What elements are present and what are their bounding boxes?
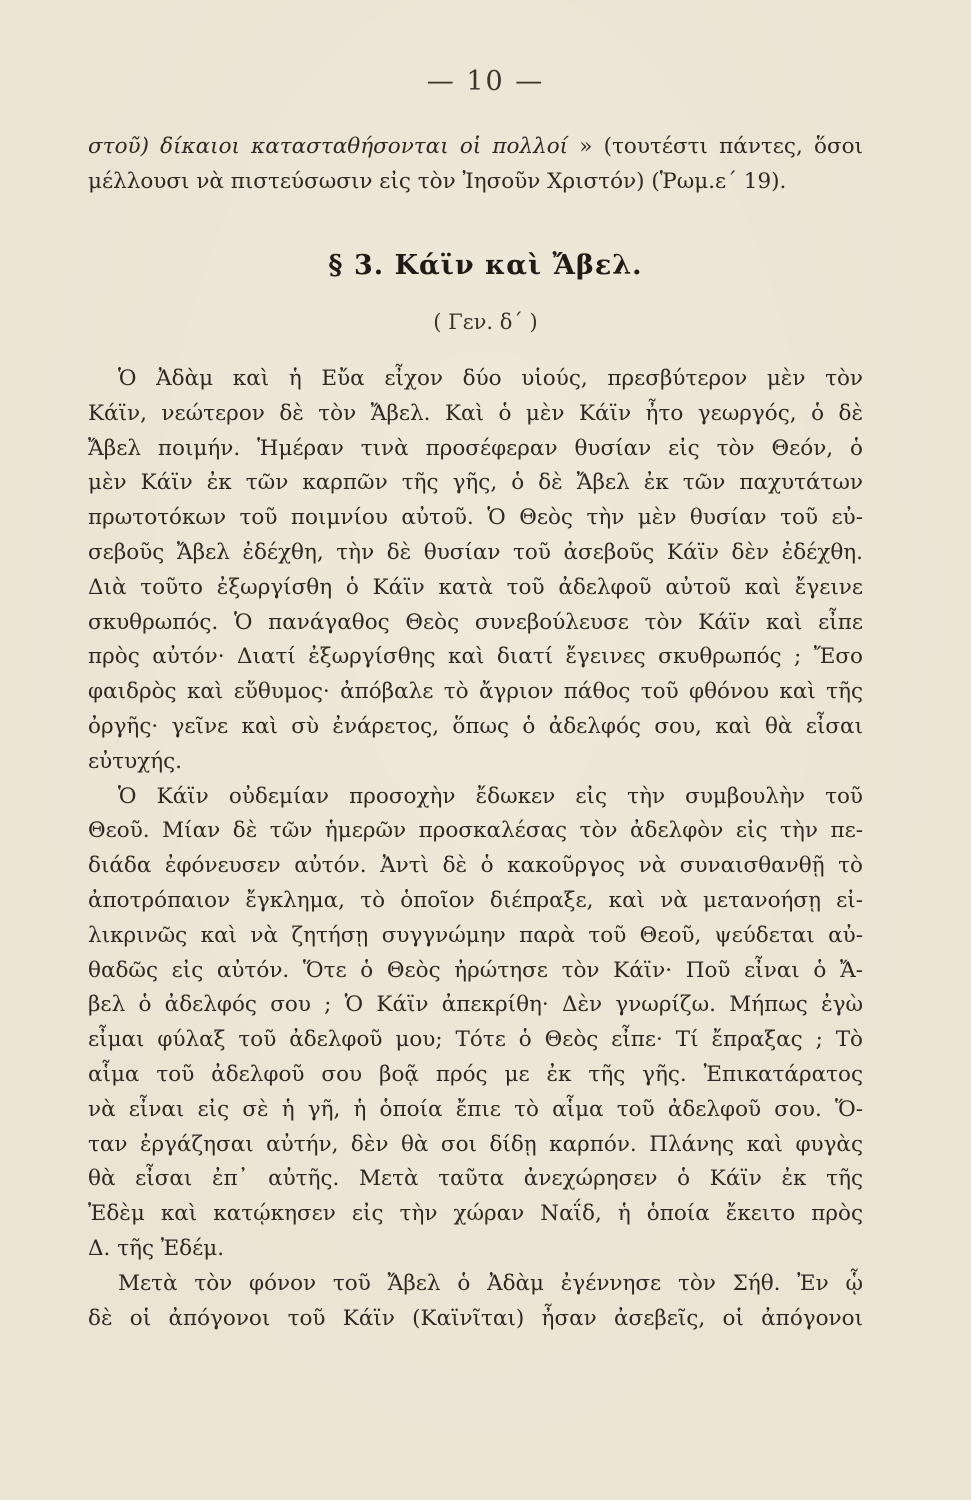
intro-line-1 bbox=[88, 130, 863, 165]
intro-text bbox=[88, 130, 863, 200]
paragraph-line: Διὰ τοῦτο ἐξωργίσθη ὁ Κάϊν κατὰ τοῦ ἀδελφοῦ αὐτοῦ καὶ ἔγεινε bbox=[88, 574, 863, 600]
paragraph-line: Ἐδὲμ καὶ κατῴκησεν εἰς τὴν χώραν Ναΐδ, ἡ ὁποία ἔκειτο πρὸς bbox=[88, 1201, 863, 1227]
paragraph-line: σεβοῦς Ἄβελ ἐδέχθη, τὴν δὲ θυσίαν τοῦ ἀσεβοῦς Κάϊν δὲν ἐδέχθη. bbox=[88, 539, 863, 565]
section-heading: § 3. Κάϊν καὶ Ἄβελ. bbox=[328, 250, 643, 281]
paragraph-line: ταν ἐργάζησαι αὐτήν, δὲν θὰ σοι δίδῃ καρπόν. Πλάνης καὶ φυγὰς bbox=[88, 1131, 863, 1157]
paragraph-line: εἶμαι φύλαξ τοῦ ἀδελφοῦ μου; Τότε ὁ Θεὸς εἶπε· Τί ἔπραξας ; Τὸ bbox=[88, 1027, 863, 1053]
paragraph-line: σκυθρωπός. Ὁ πανάγαθος Θεὸς συνεβούλευσε τὸν Κάϊν καὶ εἶπε bbox=[88, 609, 863, 635]
paragraph-line: Ὁ Κάϊν οὐδεμίαν προσοχὴν ἔδωκεν εἰς τὴν συμβουλὴν τοῦ bbox=[118, 783, 863, 809]
body-text bbox=[88, 362, 863, 1336]
paragraph-line: Θεοῦ. Μίαν δὲ τῶν ἡμερῶν προσκαλέσας τὸν ἀδελφὸν εἰς τὴν πε- bbox=[88, 818, 863, 844]
paragraph-line: νὰ εἶναι εἰς σὲ ἡ γῆ, ἡ ὁποία ἔπιε τὸ αἷμα τοῦ ἀδελφοῦ σου. Ὅ- bbox=[88, 1096, 863, 1122]
paragraph-line: ὀργῆς· γεῖνε καὶ σὺ ἐνάρετος, ὅπως ὁ ἀδελφός σου, καὶ θὰ εἶσαι bbox=[88, 713, 863, 739]
intro-line-1-rest: » (τουτέστι πάντες, ὅσοι bbox=[568, 134, 863, 159]
paragraph-line: λικρινῶς καὶ νὰ ζητήσῃ συγγνώμην παρὰ τοῦ Θεοῦ, ψεύδεται αὐ- bbox=[88, 922, 863, 948]
paragraph-line: ἀποτρόπαιον ἔγκλημα, τὸ ὁποῖον διέπραξε, καὶ νὰ μετανοήσῃ εἰ- bbox=[88, 887, 863, 913]
section-reference: ( Γεν. δ΄ ) bbox=[433, 310, 538, 334]
intro-italic-quote: στοῦ) δίκαιοι κατασταθήσονται οἱ πολλοί bbox=[88, 134, 569, 159]
paragraph-line: θαδῶς εἰς αὐτόν. Ὅτε ὁ Θεὸς ἠρώτησε τὸν Κάϊν· Ποῦ εἶναι ὁ Ἄ- bbox=[88, 957, 863, 983]
paragraph-line: Ἄβελ ποιμήν. Ἡμέραν τινὰ προσέφεραν θυσίαν εἰς τὸν Θεόν, ὁ bbox=[88, 435, 863, 461]
paragraph-line: φαιδρὸς καὶ εὔθυμος· ἀπόβαλε τὸ ἄγριον πάθος τοῦ φθόνου καὶ τῆς bbox=[88, 679, 863, 705]
paragraph-line: εὐτυχής. bbox=[88, 748, 182, 774]
paragraph-line: αἷμα τοῦ ἀδελφοῦ σου βοᾷ πρός με ἐκ τῆς γῆς. Ἐπικατάρατος bbox=[88, 1061, 863, 1087]
intro-line-2: μέλλουσι νὰ πιστεύσωσιν εἰς τὸν Ἰησοῦν Χριστόν) (Ῥωμ.ε΄ 19). bbox=[88, 168, 787, 194]
paragraph-line: Μετὰ τὸν φόνον τοῦ Ἄβελ ὁ Ἀδὰμ ἐγέννησε τὸν Σήθ. Ἐν ᾧ bbox=[118, 1270, 863, 1296]
paragraph-line: πρὸς αὐτόν· Διατί ἐξωργίσθης καὶ διατί ἔγεινες σκυθρωπός ; Ἔσο bbox=[88, 644, 863, 670]
paragraph-line: μὲν Κάϊν ἐκ τῶν καρπῶν τῆς γῆς, ὁ δὲ Ἄβελ ἐκ τῶν παχυτάτων bbox=[88, 470, 863, 496]
paragraph-line: Ὁ Ἀδὰμ καὶ ἡ Εὔα εἶχον δύο υἱούς, πρεσβύτερον μὲν τὸν bbox=[118, 366, 863, 391]
page-number: — 10 — bbox=[426, 66, 545, 97]
paragraph-line: διάδα ἐφόνευσεν αὐτόν. Ἀντὶ δὲ ὁ κακοῦργος νὰ συναισθανθῇ τὸ bbox=[88, 853, 863, 879]
paragraph-line: πρωτοτόκων τοῦ ποιμνίου αὐτοῦ. Ὁ Θεὸς τὴν μὲν θυσίαν τοῦ εὐ- bbox=[88, 505, 863, 531]
paragraph-line: δὲ οἱ ἀπόγονοι τοῦ Κάϊν (Καϊνῖται) ἦσαν ἀσεβεῖς, οἱ ἀπόγονοι bbox=[88, 1305, 863, 1331]
paragraph-line: Δ. τῆς Ἐδέμ. bbox=[88, 1235, 225, 1261]
paragraph-line: Κάϊν, νεώτερον δὲ τὸν Ἄβελ. Καὶ ὁ μὲν Κάϊν ἦτο γεωργός, ὁ δὲ bbox=[88, 400, 863, 426]
paragraph-line: θὰ εἶσαι ἐπ᾿ αὐτῆς. Μετὰ ταῦτα ἀνεχώρησεν ὁ Κάϊν ἐκ τῆς bbox=[88, 1166, 863, 1192]
paragraph-line: βελ ὁ ἀδελφός σου ; Ὁ Κάϊν ἀπεκρίθη· Δὲν γνωρίζω. Μήπως ἐγὼ bbox=[88, 992, 863, 1018]
